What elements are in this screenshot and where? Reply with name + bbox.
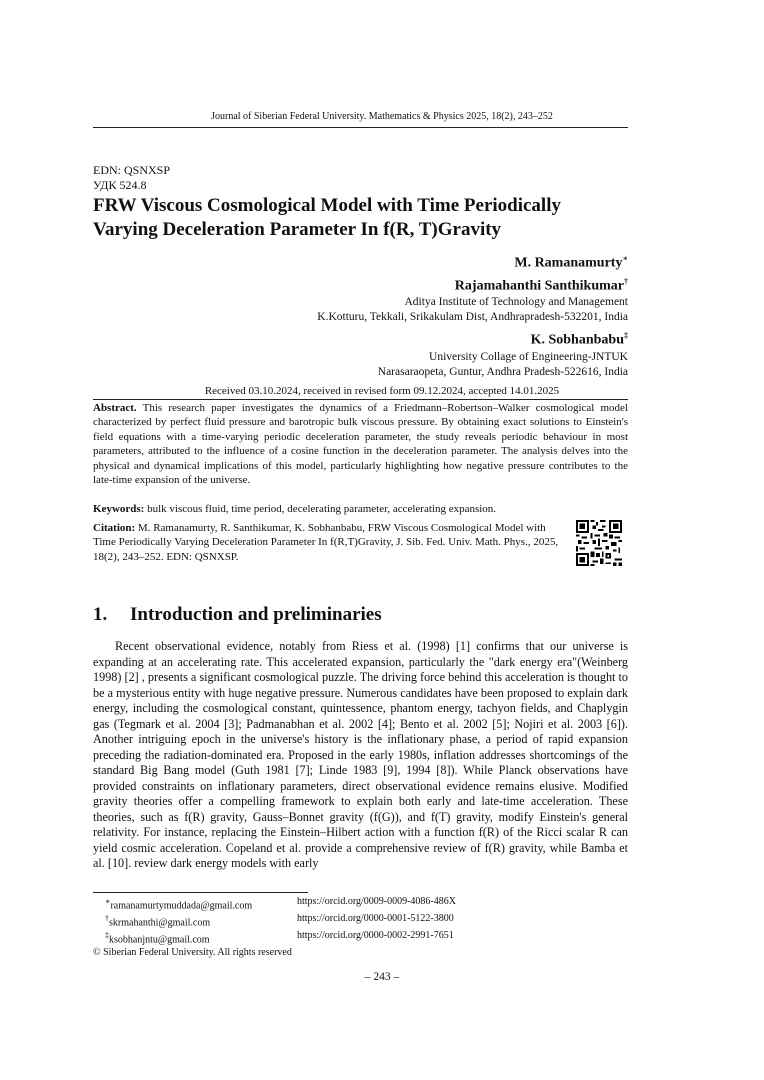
citation-text: M. Ramanamurty, R. Santhikumar, K. Sobhanbabu, FRW Viscous Cosmological Model with Time Periodically Varying Deceleration Parameter In f(R,T)Gravity, J. Sib. Fed. Univ. Math. Phys., 2025, 18(2), 243–252. EDN: QSNXSP. [93, 522, 559, 563]
page-number: – 243 – [364, 971, 400, 983]
footnote-2-orcid[interactable]: https://orcid.org/0000-0001-5122-3800 [297, 912, 454, 924]
author-3 [317, 327, 628, 350]
edn-line: EDN: QSNXSP [93, 163, 171, 177]
author-2-mark: † [624, 276, 628, 286]
footnote-3 [93, 930, 456, 947]
author-2 [317, 273, 628, 296]
udk-line: УДК 524.8 [93, 178, 147, 192]
author-3-name: K. Sobhanbabu [530, 332, 624, 348]
keywords [93, 502, 628, 516]
keywords-label: Keywords: [93, 503, 145, 515]
abstract-label: Abstract. [93, 402, 137, 414]
citation [93, 521, 568, 564]
affiliation-2-line-2: Narasaraopeta, Guntur, Andhra Pradesh-522616, India [377, 365, 628, 378]
affiliation-1-line-2: K.Kotturu, Tekkali, Srikakulam Dist, Andhrapradesh-532201, India [317, 311, 628, 324]
footnote-1-orcid[interactable]: https://orcid.org/0009-0009-4086-486X [297, 896, 456, 907]
footnote-3-mark: ‡ [105, 930, 109, 940]
footnotes [93, 896, 456, 959]
footnote-rule [93, 892, 308, 893]
abstract [93, 401, 628, 487]
title-line-1: FRW Viscous Cosmological Model with Time Periodically [93, 195, 561, 216]
title-line-2: Varying Deceleration Parameter In f(R, T)Gravity [93, 219, 502, 240]
author-1 [317, 250, 628, 273]
header-rule [93, 127, 628, 128]
abstract-text: This research paper investigates the dynamics of a Friedmann–Robertson–Walker cosmological model characterized by perfect fluid pressure and barotropic bulk viscous pressure. By obtaining exact solutions to Einstein's field equations with a time-varying periodic deceleration parameter, the study reveals periodic behaviour in most parameters, attributed to the influence of a cosine function in the deceleration parameter. The analysis delves into the physical and dynamical implications of this model, particularly highlighting how negative pressure contributes to the late-time expansion of the universe. [93, 402, 628, 487]
section-number: 1. [93, 604, 108, 625]
citation-label: Citation: [93, 522, 136, 534]
running-head: Journal of Siberian Federal University. Mathematics & Physics 2025, 18(2), 243–252 [211, 111, 553, 122]
footnote-1-mark: ∗ [105, 897, 111, 906]
footnote-3-orcid[interactable]: https://orcid.org/0000-0002-2991-7651 [297, 929, 454, 941]
affiliation-1-line-1: Aditya Institute of Technology and Management [404, 296, 628, 309]
received-dates: Received 03.10.2024, received in revised form 09.12.2024, accepted 14.01.2025 [204, 385, 560, 397]
footnote-1-email[interactable]: ramanamurtymuddada@gmail.com [110, 900, 253, 912]
author-1-mark: ∗ [622, 254, 628, 263]
paper-title [93, 194, 633, 242]
author-3-mark: ‡ [624, 331, 628, 341]
section-title: Introduction and preliminaries [130, 604, 382, 625]
author-2-name: Rajamahanthi Santhikumar [454, 278, 624, 294]
footnote-2 [93, 913, 456, 930]
abstract-rule [93, 399, 628, 400]
section-heading [93, 604, 382, 626]
intro-paragraph: Recent observational evidence, notably from Riess et al. (1998) [1] confirms that our universe is expanding at an accelerating rate. This accelerated expansion, particularly the "dark energy era"(Weinberg 1998) [2] , presents a significant cosmological puzzle. The driving force behind this acceleration is thought to be a mysterious entity with huge negative pressure. Numerous candidates have been proposed to explain dark energy, including the cosmological constant, quintessence, phantom energy, tachyon fields, and Chaplygin gas (Tegmark et al. 2004 [3]; Padmanabhan et al. 2002 [4]; Bento et al. 2002 [5]; Nojiri et al. 2003 [6]). Another intriguing epoch in the universe's history is the inflationary phase, a period of rapid expansion preceding the radiation-dominated era. Proposed in the early 1980s, inflation addresses shortcomings of the standard Big Bang model (Guth 1981 [7]; Linde 1983 [9], 1994 [8]). While Planck observations have provided constraints on inflationary parameters, direct observational evidence remains elusive. Modified gravity theories offer a compelling framework to explain both early and late-time acceleration. These theories, such as f(R) gravity, Gauss–Bonnet gravity (f(G)), and f(T) gravity, modify Einstein's general relativity. For instance, replacing the Einstein–Hilbert action with a function f(R) of the Ricci scalar R can yield cosmic acceleration. Copeland et al. provide a comprehensive review of f(R) gravity, while Bamba et al. [10]. review dark energy models with early [93, 639, 628, 870]
footnote-2-mark: † [105, 913, 109, 923]
footnote-1 [93, 896, 456, 913]
keywords-text: bulk viscous fluid, time period, decelerating parameter, accelerating expansion. [147, 503, 497, 515]
copyright-notice: © Siberian Federal University. All rights reserved [93, 946, 292, 958]
footnote-3-email[interactable]: ksobhanjntu@gmail.com [109, 934, 210, 946]
author-block [317, 250, 628, 380]
qr-code-icon[interactable] [576, 520, 622, 566]
affiliation-2-line-1: University Collage of Engineering-JNTUK [429, 350, 628, 363]
footnote-2-email[interactable]: skrmahanthi@gmail.com [109, 917, 211, 929]
author-1-name: M. Ramanamurty [514, 255, 623, 271]
